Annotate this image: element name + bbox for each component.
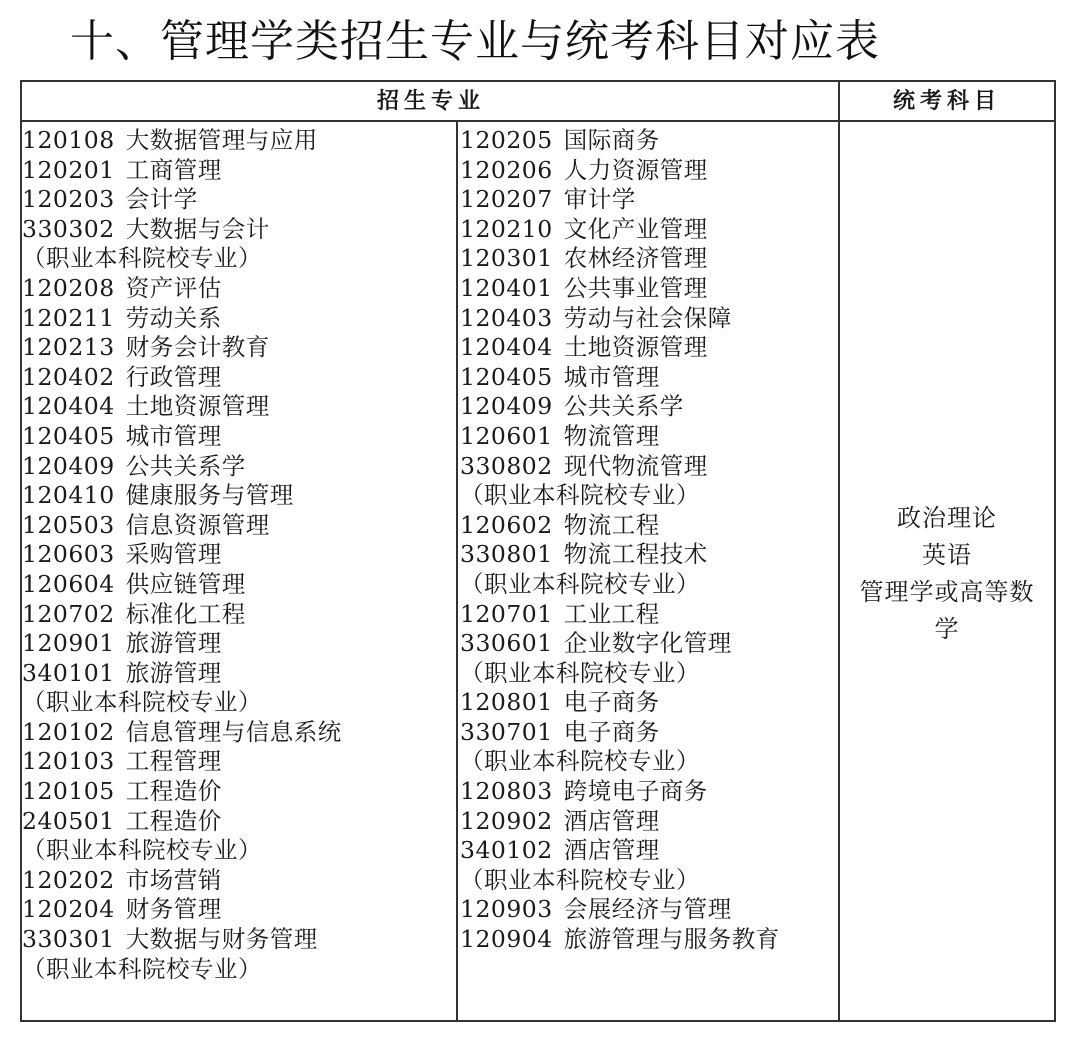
major-code: 340101 [22,658,115,687]
major-name: 人力资源管理 [563,155,708,184]
major-row [460,511,834,541]
major-code: 120901 [22,629,115,658]
major-code: 340102 [460,836,553,865]
major-row [22,629,452,659]
major-row [22,777,452,807]
major-code: 120204 [22,895,115,924]
major-code: 120103 [22,747,115,776]
major-name: 公共关系学 [563,392,684,421]
major-code: 120904 [460,925,553,954]
major-name: 城市管理 [563,362,660,391]
major-code: 120404 [460,333,553,362]
major-note: （职业本科院校专业） [460,569,700,598]
major-name: 企业数字化管理 [563,629,732,658]
major-name: 工业工程 [563,599,660,628]
major-code: 120602 [460,510,553,539]
major-name: 供应链管理 [125,569,246,598]
major-row [22,807,452,837]
major-name: 资产评估 [125,273,222,302]
major-code: 120213 [22,333,115,362]
major-code: 330301 [22,925,115,954]
major-row [22,866,452,896]
table-header-row [22,82,1054,122]
major-code: 330302 [22,214,115,243]
major-name: 物流管理 [563,421,660,450]
major-code: 120201 [22,155,115,184]
major-row [22,156,452,186]
major-row [22,688,452,718]
major-name: 财务会计教育 [125,333,270,362]
major-row [460,481,834,511]
major-name: 大数据与会计 [125,214,270,243]
majors-list-middle [460,126,834,955]
major-code: 120903 [460,895,553,924]
header-majors: 招生专业 [376,88,485,114]
major-name: 土地资源管理 [125,392,270,421]
subject-line: 政治理论 [897,504,997,532]
major-code: 120503 [22,510,115,539]
major-code: 120301 [460,244,553,273]
major-row [460,392,834,422]
major-name: 工程造价 [125,777,222,806]
major-code: 330802 [460,451,553,480]
subject-line: 管理学或高等数 [859,578,1035,606]
major-row [460,688,834,718]
major-code: 120603 [22,540,115,569]
major-row [22,511,452,541]
major-name: 物流工程技术 [563,540,708,569]
major-row [22,925,452,955]
major-name: 公共事业管理 [563,273,708,302]
major-name: 劳动关系 [125,303,222,332]
major-name: 财务管理 [125,895,222,924]
major-code: 120401 [460,273,553,302]
major-row [460,126,834,156]
major-code: 120801 [460,688,553,717]
major-code: 120902 [460,806,553,835]
major-row [22,333,452,363]
header-subjects: 统考科目 [892,88,1001,114]
major-row [460,363,834,393]
major-code: 120207 [460,185,553,214]
major-name: 市场营销 [125,865,222,894]
major-code: 120701 [460,599,553,628]
major-row [22,747,452,777]
major-name: 工程管理 [125,747,222,776]
majors-list-left [22,126,452,984]
major-note: （职业本科院校专业） [460,481,700,510]
major-code: 120402 [22,362,115,391]
major-code: 120210 [460,214,553,243]
major-code: 120403 [460,303,553,332]
major-row [22,600,452,630]
major-code: 120404 [22,392,115,421]
major-name: 旅游管理 [125,629,222,658]
major-name: 旅游管理 [125,658,222,687]
major-name: 行政管理 [125,362,222,391]
major-row [460,659,834,689]
major-name: 电子商务 [563,688,660,717]
major-row [22,540,452,570]
major-name: 信息管理与信息系统 [125,717,342,746]
major-code: 120205 [460,126,553,154]
major-note: （职业本科院校专业） [22,954,262,983]
major-code: 120601 [460,421,553,450]
major-note: （职业本科院校专业） [22,688,262,717]
major-row [460,895,834,925]
major-name: 酒店管理 [563,836,660,865]
major-name: 会展经济与管理 [563,895,732,924]
major-row [460,304,834,334]
major-row [22,363,452,393]
column-divider-middle [456,122,458,1020]
major-code: 120202 [22,865,115,894]
major-code: 120108 [22,126,115,154]
major-name: 工程造价 [125,806,222,835]
majors-subjects-table [20,80,1056,1022]
major-code: 120211 [22,303,115,332]
major-row [22,481,452,511]
major-row [22,570,452,600]
major-row [460,540,834,570]
major-row [22,185,452,215]
major-code: 120203 [22,185,115,214]
major-name: 现代物流管理 [563,451,708,480]
major-name: 审计学 [563,185,636,214]
major-name: 公共关系学 [125,451,246,480]
major-code: 330801 [460,540,553,569]
major-name: 物流工程 [563,510,660,539]
major-row [460,422,834,452]
major-name: 大数据管理与应用 [125,126,318,154]
major-name: 会计学 [125,185,198,214]
major-note: （职业本科院校专业） [460,658,700,687]
major-row [460,629,834,659]
major-name: 标准化工程 [125,599,246,628]
major-name: 文化产业管理 [563,214,708,243]
major-row [22,836,452,866]
page-title: 十、管理学类招生专业与统考科目对应表 [70,16,880,67]
major-row [460,747,834,777]
major-code: 120105 [22,777,115,806]
major-note: （职业本科院校专业） [22,836,262,865]
major-row [460,215,834,245]
major-row [460,925,834,955]
major-row [460,866,834,896]
major-name: 电子商务 [563,717,660,746]
major-row [22,895,452,925]
major-code: 120702 [22,599,115,628]
major-row [22,274,452,304]
major-row [22,718,452,748]
major-row [22,392,452,422]
exam-subjects-cell [840,500,1054,648]
major-name: 劳动与社会保障 [563,303,732,332]
major-name: 大数据与财务管理 [125,925,318,954]
major-row [22,452,452,482]
major-code: 120102 [22,717,115,746]
major-row [460,777,834,807]
major-row [22,659,452,689]
major-name: 农林经济管理 [563,244,708,273]
major-row [460,156,834,186]
major-row [460,274,834,304]
subject-line: 英语 [922,541,972,569]
major-row [460,452,834,482]
major-row [460,244,834,274]
major-row [22,126,452,156]
major-row [460,570,834,600]
major-row [22,422,452,452]
major-name: 工商管理 [125,155,222,184]
major-code: 240501 [22,806,115,835]
major-row [460,836,834,866]
subject-line: 学 [934,615,960,643]
major-row [460,807,834,837]
major-name: 健康服务与管理 [125,481,294,510]
major-code: 330701 [460,717,553,746]
major-name: 采购管理 [125,540,222,569]
major-row [22,215,452,245]
major-name: 城市管理 [125,421,222,450]
major-note: （职业本科院校专业） [460,865,700,894]
major-code: 120409 [460,392,553,421]
major-name: 酒店管理 [563,806,660,835]
major-row [460,333,834,363]
major-row [460,185,834,215]
major-note: （职业本科院校专业） [460,747,700,776]
major-code: 120410 [22,481,115,510]
major-note: （职业本科院校专业） [22,244,262,273]
major-code: 120405 [460,362,553,391]
major-row [22,304,452,334]
major-code: 330601 [460,629,553,658]
major-code: 120803 [460,777,553,806]
major-name: 跨境电子商务 [563,777,708,806]
major-name: 土地资源管理 [563,333,708,362]
major-code: 120206 [460,155,553,184]
major-row [22,244,452,274]
major-row [460,600,834,630]
major-name: 信息资源管理 [125,510,270,539]
major-code: 120208 [22,273,115,302]
major-code: 120604 [22,569,115,598]
major-row [22,955,452,985]
major-row [460,718,834,748]
major-code: 120405 [22,421,115,450]
major-code: 120409 [22,451,115,480]
major-name: 国际商务 [563,126,660,154]
major-name: 旅游管理与服务教育 [563,925,780,954]
